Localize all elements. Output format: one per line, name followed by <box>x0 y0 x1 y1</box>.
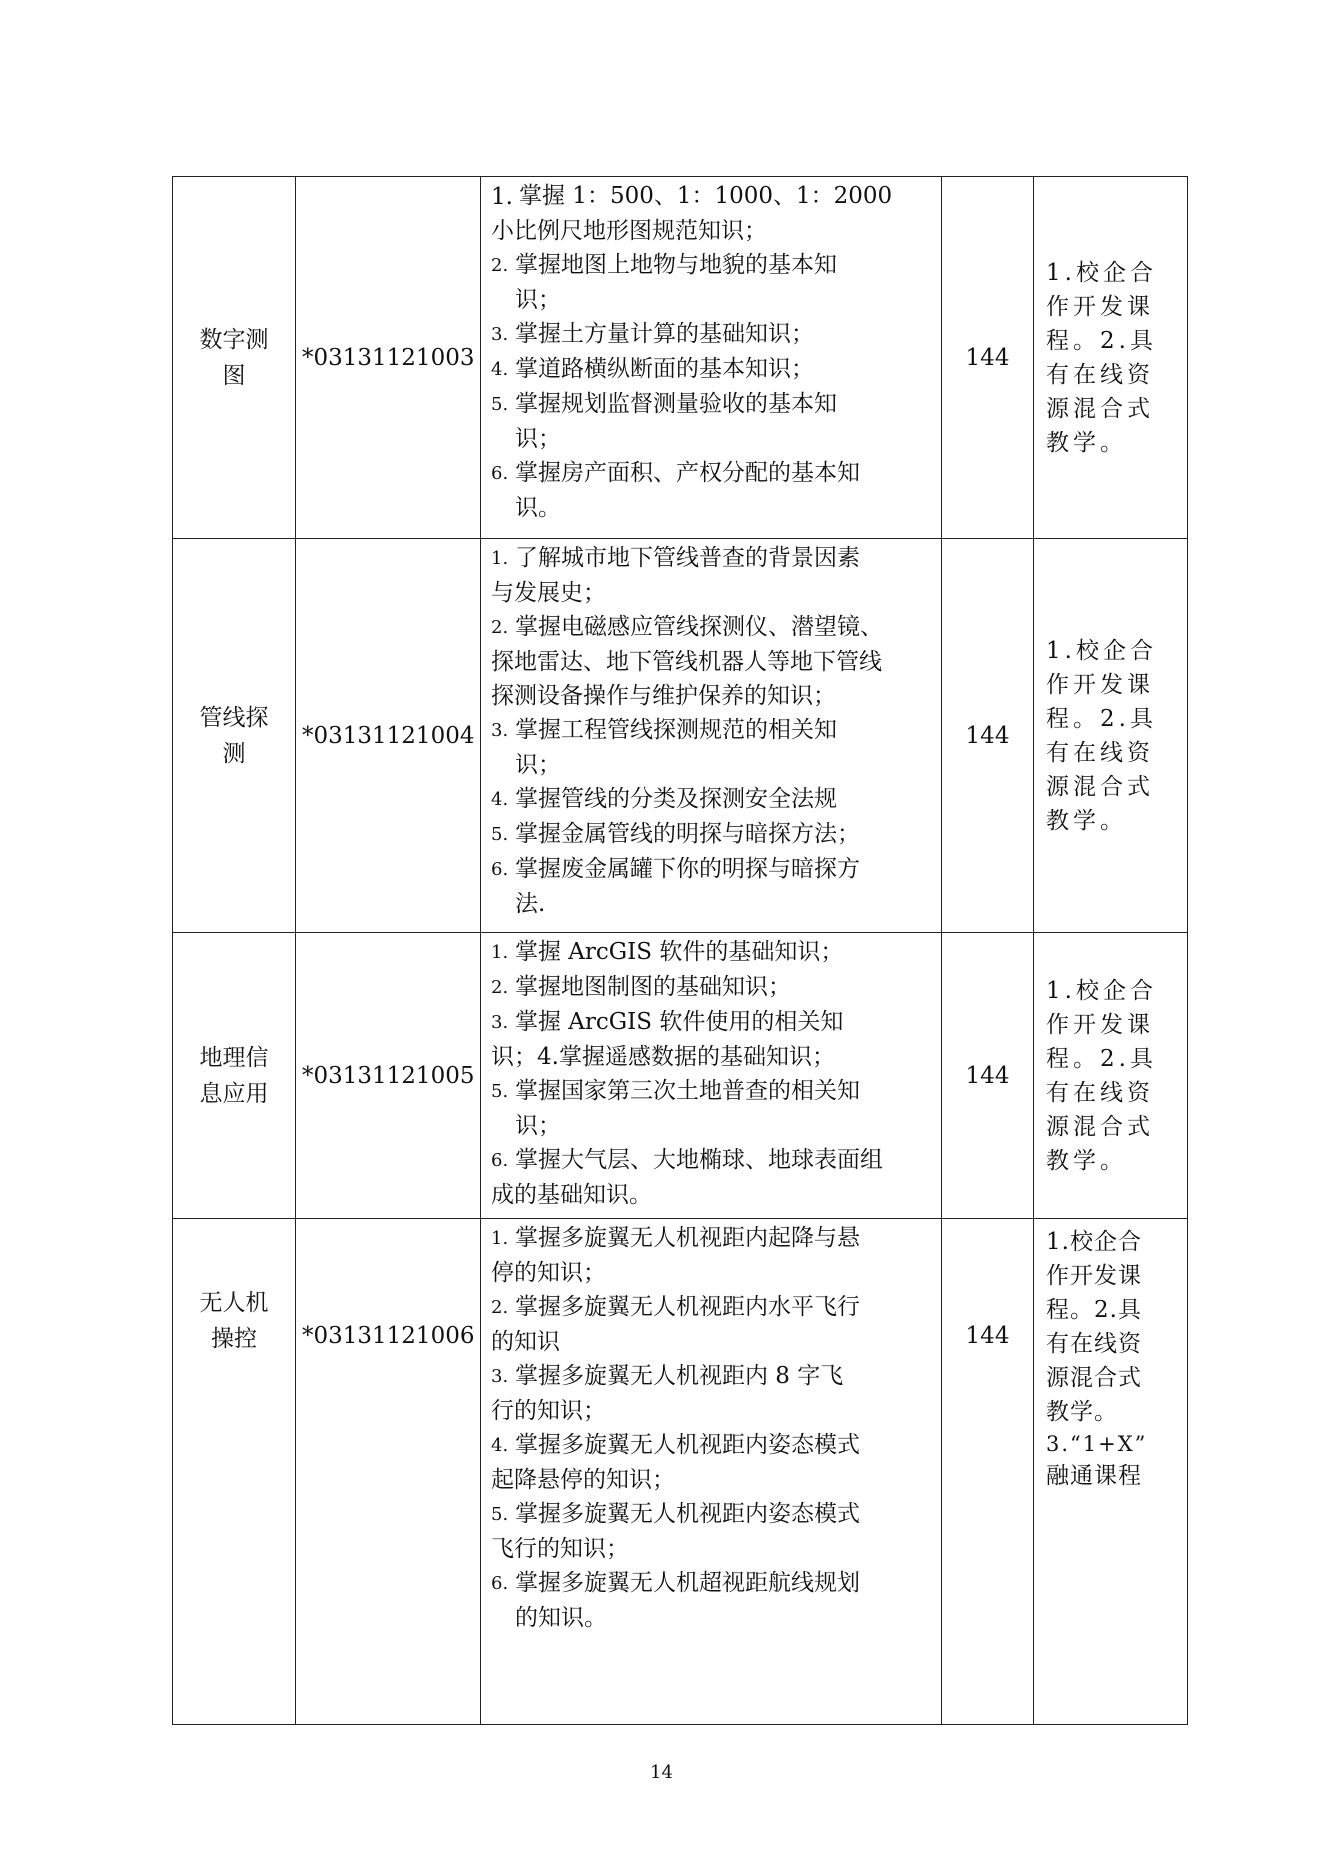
item-text: 识。 <box>515 495 561 521</box>
item-text: 掌握土方量计算的基础知识； <box>515 321 814 347</box>
item-text: 掌握金属管线的明探与暗探方法； <box>515 821 860 847</box>
item-number: 3. <box>491 1012 509 1033</box>
note-line: 教学。 <box>1046 429 1127 456</box>
table-row <box>173 177 1188 539</box>
item-text: 掌握大气层、大地椭球、地球表面组 <box>515 1147 883 1173</box>
item-number: 5. <box>491 824 509 845</box>
item-number: 3. <box>491 1366 509 1387</box>
list-item <box>491 970 933 1005</box>
note-line: 有在线资 <box>1046 1331 1142 1357</box>
item-text: 掌握管线的分类及探测安全法规 <box>515 786 837 812</box>
course-hours: 144 <box>942 177 1034 539</box>
item-text: 掌握多旋翼无人机视距内姿态模式 <box>515 1432 860 1458</box>
list-item <box>491 248 933 283</box>
list-item <box>491 1143 933 1178</box>
item-text: 与发展史； <box>491 580 606 606</box>
course-name: 管线探测 <box>199 704 269 767</box>
item-text: 掌握工程管线探测规范的相关知 <box>515 717 837 743</box>
list-item <box>491 1359 933 1394</box>
item-text: 停的知识； <box>491 1260 606 1286</box>
course-content <box>481 177 942 539</box>
list-item <box>491 748 933 782</box>
list-item <box>491 935 933 970</box>
page-number: 14 <box>650 1762 673 1783</box>
course-name-cell <box>173 933 296 1219</box>
item-number: 3. <box>491 720 509 741</box>
item-number: 6. <box>491 1573 509 1594</box>
item-text: 掌握废金属罐下你的明探与暗探方 <box>515 856 860 882</box>
note-line: 有在线资 <box>1046 1079 1154 1106</box>
note-line: 程。2.具 <box>1046 1045 1157 1072</box>
item-number: 2. <box>491 255 509 276</box>
course-name-cell <box>173 539 296 933</box>
item-text: 小比例尺地形图规范知识； <box>491 218 767 244</box>
note-line: 源混合式 <box>1046 395 1154 422</box>
note-line: 程。2.具 <box>1046 327 1157 354</box>
course-code: *03131121005 <box>296 933 481 1219</box>
item-text: 飞行的知识； <box>491 1536 629 1562</box>
list-item <box>491 1074 933 1109</box>
item-number: 1. <box>491 942 509 963</box>
note-line: 作开发课 <box>1046 1263 1142 1289</box>
list-item <box>491 887 933 921</box>
list-item <box>491 1256 933 1290</box>
item-text: 掌握房产面积、产权分配的基本知 <box>515 460 860 486</box>
item-text: 掌握电磁感应管线探测仪、潜望镜、 <box>515 614 883 640</box>
item-text: 的知识 <box>491 1329 560 1355</box>
list-item <box>491 817 933 852</box>
course-code: *03131121004 <box>296 539 481 933</box>
item-text: 识； <box>515 752 561 778</box>
note-line: 教学。 <box>1046 1399 1118 1425</box>
list-item <box>491 352 933 387</box>
course-name: 无人机操控 <box>199 1290 269 1352</box>
list-item <box>491 456 933 491</box>
item-text: 掌握多旋翼无人机视距内水平飞行 <box>515 1294 860 1320</box>
list-item <box>491 317 933 352</box>
course-note <box>1034 177 1188 539</box>
item-text: 法. <box>515 891 546 917</box>
item-text: 的知识。 <box>515 1605 607 1631</box>
item-text: 掌握多旋翼无人机视距内起降与悬 <box>515 1225 860 1251</box>
note-line: 1.校企合 <box>1046 259 1157 286</box>
item-number: 5. <box>491 1504 509 1525</box>
item-text: 掌握多旋翼无人机超视距航线规划 <box>515 1570 860 1596</box>
note-line: 程。2.具 <box>1046 705 1157 732</box>
item-number: 2. <box>491 1297 509 1318</box>
item-text: 掌握 1：500、1：1000、1：2000 <box>519 183 893 209</box>
course-content <box>481 539 942 933</box>
list-item <box>491 1394 933 1428</box>
course-hours: 144 <box>942 1219 1034 1725</box>
note-line: 1.校企合 <box>1046 1229 1142 1255</box>
item-text: 识； <box>515 1113 561 1139</box>
item-text: 掌握 ArcGIS 软件的基础知识； <box>515 939 844 965</box>
course-name-cell <box>173 1219 296 1725</box>
list-item <box>491 852 933 887</box>
item-text: 探地雷达、地下管线机器人等地下管线 <box>491 649 882 675</box>
list-item <box>491 679 933 713</box>
course-note <box>1034 1219 1188 1725</box>
course-content <box>481 1219 942 1725</box>
course-content <box>481 933 942 1219</box>
item-number: 4. <box>491 359 509 380</box>
list-item <box>491 491 933 525</box>
item-number: 2. <box>491 977 509 998</box>
list-item <box>491 387 933 422</box>
list-item <box>491 1005 933 1040</box>
list-item <box>491 422 933 456</box>
list-item <box>491 782 933 817</box>
list-item <box>491 179 933 214</box>
item-number: 6. <box>491 859 509 880</box>
course-hours: 144 <box>942 539 1034 933</box>
list-item <box>491 1428 933 1463</box>
note-line: 作开发课 <box>1046 1011 1154 1038</box>
list-item <box>491 283 933 317</box>
item-text: 掌握规划监督测量验收的基本知 <box>515 391 837 417</box>
note-line: 作开发课 <box>1046 671 1154 698</box>
course-name-cell <box>173 177 296 539</box>
item-number: 5. <box>491 394 509 415</box>
list-item <box>491 1109 933 1143</box>
note-line: 有在线资 <box>1046 361 1154 388</box>
note-line: 源混合式 <box>1046 1365 1142 1391</box>
note-line: 教学。 <box>1046 807 1127 834</box>
item-number: 6. <box>491 1150 509 1171</box>
note-line: 融通课程 <box>1046 1463 1142 1489</box>
note-line: 1.校企合 <box>1046 977 1157 1004</box>
item-text: 掌握多旋翼无人机视距内 8 字飞 <box>515 1363 844 1389</box>
item-text: 掌握地图上地物与地貌的基本知 <box>515 252 837 278</box>
note-line: 程。2.具 <box>1046 1297 1142 1323</box>
list-item <box>491 1325 933 1359</box>
list-item <box>491 1601 933 1635</box>
list-item <box>491 214 933 248</box>
item-text: 掌道路横纵断面的基本知识； <box>515 356 814 382</box>
list-item <box>491 713 933 748</box>
item-number: 2. <box>491 617 509 638</box>
list-item <box>491 541 933 576</box>
item-text: 成的基础知识。 <box>491 1182 652 1208</box>
list-item <box>491 645 933 679</box>
note-line: 有在线资 <box>1046 739 1154 766</box>
item-number: 1. <box>491 1228 509 1249</box>
course-code: *03131121006 <box>296 1219 481 1725</box>
note-line: 源混合式 <box>1046 773 1154 800</box>
table-row <box>173 1219 1188 1725</box>
course-hours: 144 <box>942 933 1034 1219</box>
item-number: 4. <box>491 789 509 810</box>
item-number: 1. <box>491 184 513 210</box>
item-text: 识； <box>515 287 561 313</box>
table-row <box>173 539 1188 933</box>
item-number: 3. <box>491 324 509 345</box>
note-line: 源混合式 <box>1046 1113 1154 1140</box>
item-number: 1. <box>491 548 509 569</box>
item-number: 6. <box>491 463 509 484</box>
item-text: 识；4.掌握遥感数据的基础知识； <box>491 1044 835 1070</box>
list-item <box>491 610 933 645</box>
note-line: 1.校企合 <box>1046 637 1157 664</box>
note-line: 教学。 <box>1046 1147 1127 1174</box>
item-text: 掌握国家第三次土地普查的相关知 <box>515 1078 860 1104</box>
list-item <box>491 1532 933 1566</box>
course-code: *03131121003 <box>296 177 481 539</box>
note-line: 3.“1+X” <box>1046 1432 1148 1456</box>
list-item <box>491 1290 933 1325</box>
list-item <box>491 1497 933 1532</box>
course-note <box>1034 933 1188 1219</box>
item-number: 4. <box>491 1435 509 1456</box>
item-text: 识； <box>515 426 561 452</box>
list-item <box>491 1178 933 1212</box>
item-text: 掌握地图制图的基础知识； <box>515 974 791 1000</box>
item-text: 了解城市地下管线普查的背景因素 <box>515 545 860 571</box>
course-name: 数字测图 <box>199 326 269 389</box>
course-table <box>172 176 1188 1725</box>
list-item <box>491 1221 933 1256</box>
list-item <box>491 1463 933 1497</box>
table-row <box>173 933 1188 1219</box>
item-text: 起降悬停的知识； <box>491 1467 675 1493</box>
item-text: 探测设备操作与维护保养的知识； <box>491 683 836 709</box>
item-text: 掌握 ArcGIS 软件使用的相关知 <box>515 1009 844 1035</box>
course-name: 地理信息应用 <box>199 1044 269 1107</box>
list-item <box>491 1566 933 1601</box>
item-text: 行的知识； <box>491 1398 606 1424</box>
course-note <box>1034 539 1188 933</box>
note-line: 作开发课 <box>1046 293 1154 320</box>
item-text: 掌握多旋翼无人机视距内姿态模式 <box>515 1501 860 1527</box>
list-item <box>491 576 933 610</box>
item-number: 5. <box>491 1081 509 1102</box>
list-item <box>491 1040 933 1074</box>
